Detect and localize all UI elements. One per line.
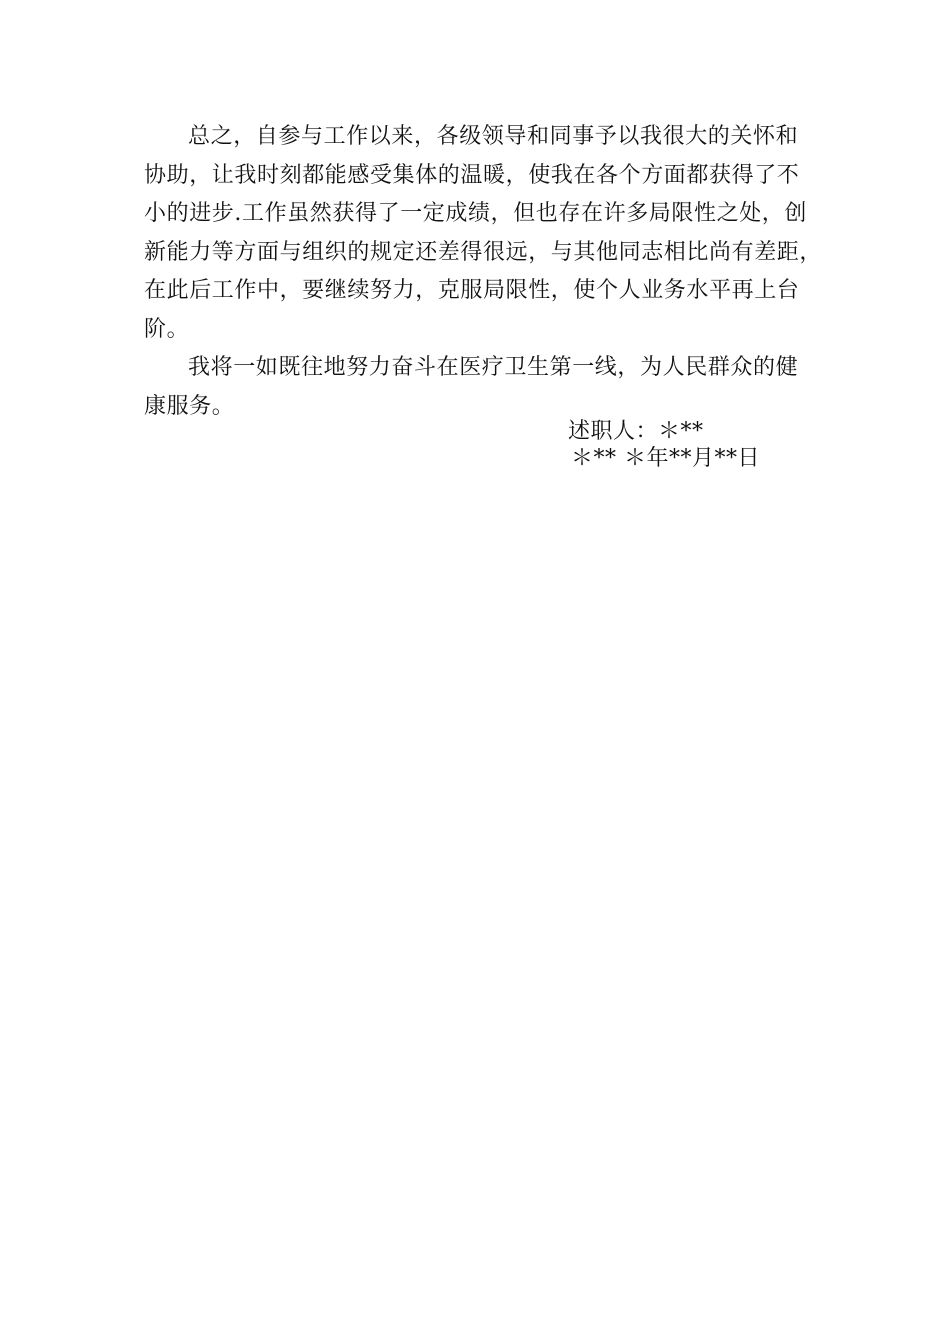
text-line: 小的进步.工作虽然获得了一定成绩，但也存在许多局限性之处，创 <box>144 201 807 226</box>
paragraph-commitment <box>144 349 834 426</box>
text-line: 协助，让我时刻都能感受集体的温暖，使我在各个方面都获得了不 <box>144 162 800 188</box>
signature-name: 述职人：＊** <box>568 419 704 444</box>
text-line: 总之，自参与工作以来，各级领导和同事予以我很大的关怀和 <box>188 124 799 149</box>
document-body <box>144 118 834 426</box>
signature-date: ＊** ＊年**月**日 <box>571 446 760 471</box>
text-line: 新能力等方面与组织的规定还差得很远，与其他同志相比尚有差距， <box>144 239 823 265</box>
text-line: 在此后工作中，要继续努力，克服局限性，使个人业务水平再上台 <box>144 278 800 303</box>
text-line: 康服务。 <box>144 393 235 419</box>
paragraph-summary <box>144 118 834 349</box>
text-line: 我将一如既往地努力奋斗在医疗卫生第一线，为人民群众的健 <box>188 355 799 380</box>
signature-block <box>568 418 760 472</box>
text-line: 阶。 <box>144 316 190 342</box>
